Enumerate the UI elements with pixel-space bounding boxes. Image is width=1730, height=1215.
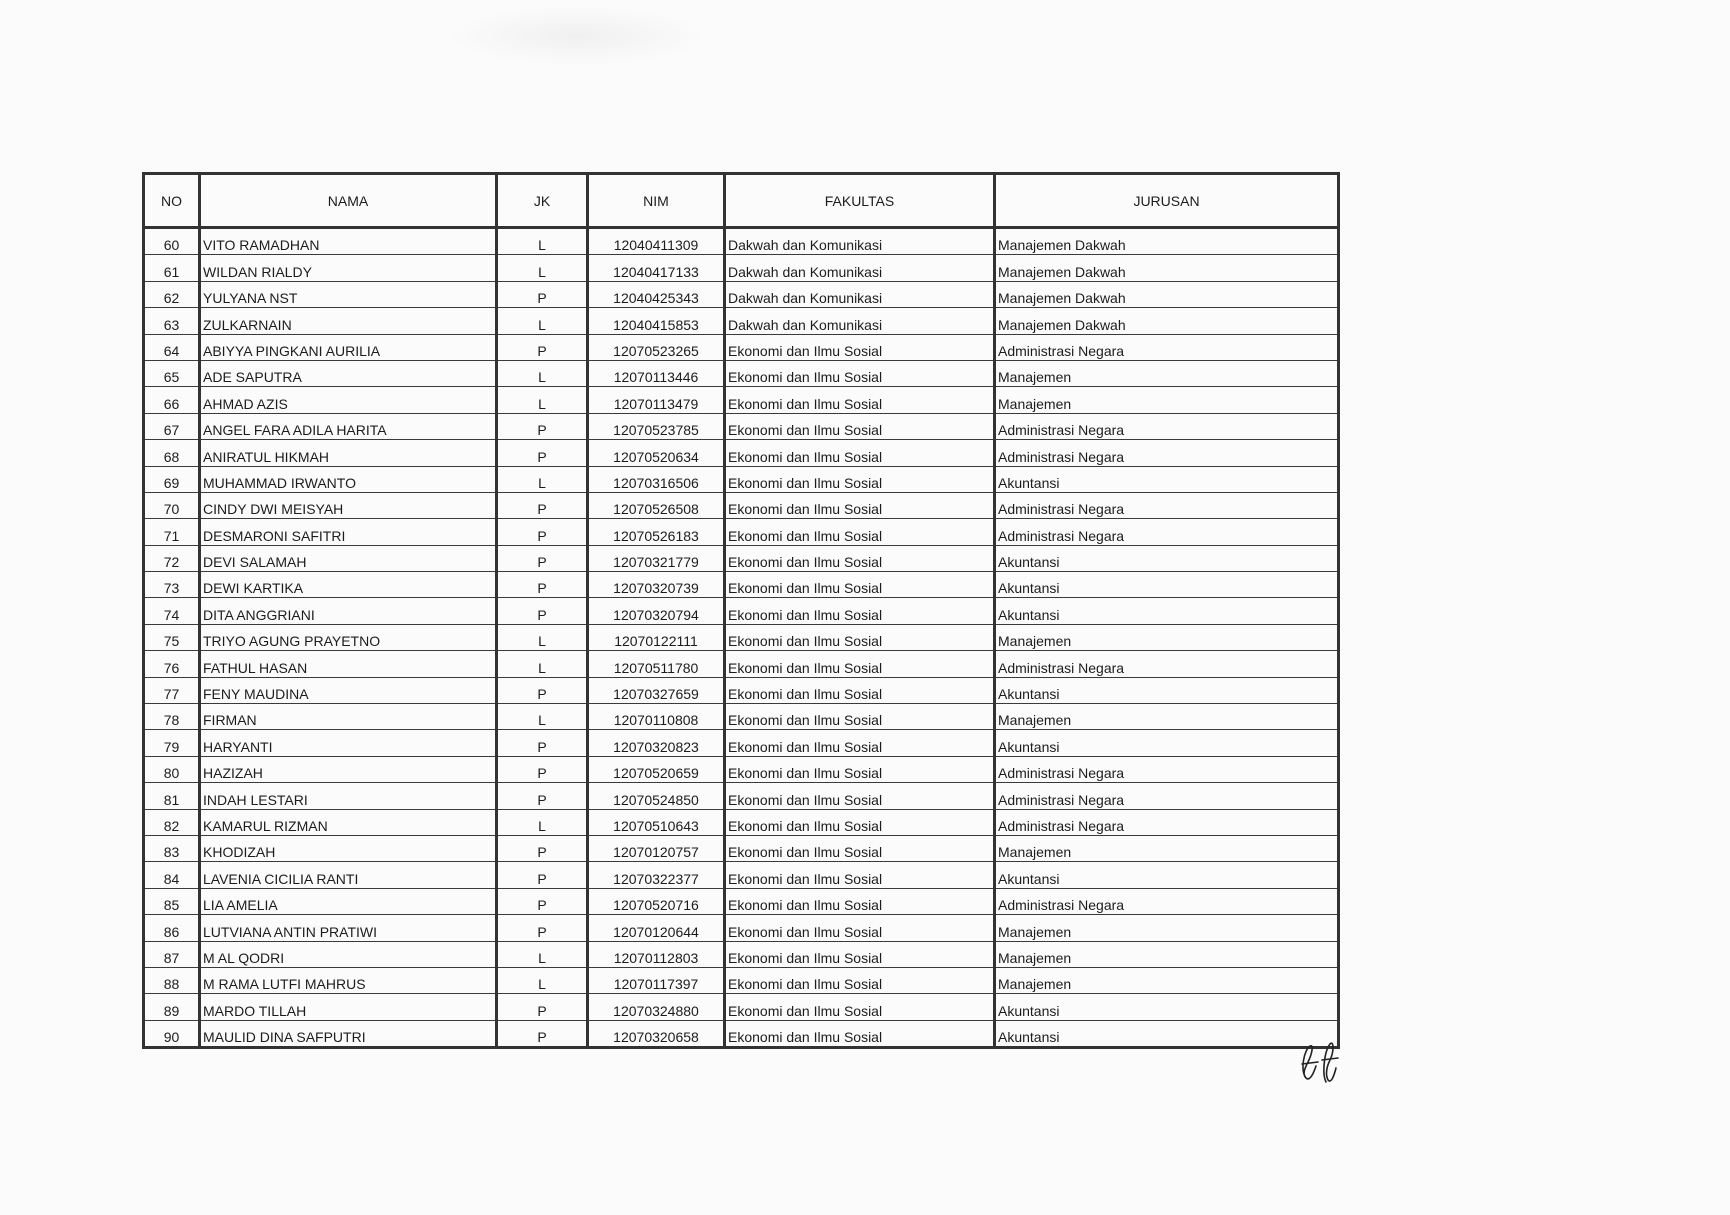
table-row [144, 360, 1339, 386]
cell-no: 76 [144, 651, 200, 677]
table-row [144, 545, 1339, 571]
cell-no: 74 [144, 598, 200, 624]
cell-nama: LAVENIA CICILIA RANTI [200, 862, 497, 888]
cell-fakultas: Ekonomi dan Ilmu Sosial [725, 915, 995, 941]
cell-fakultas: Ekonomi dan Ilmu Sosial [725, 704, 995, 730]
cell-jurusan: Manajemen [995, 704, 1339, 730]
cell-fakultas: Ekonomi dan Ilmu Sosial [725, 677, 995, 703]
cell-jurusan: Manajemen [995, 624, 1339, 650]
cell-no: 81 [144, 783, 200, 809]
cell-jurusan: Administrasi Negara [995, 334, 1339, 360]
cell-nama: INDAH LESTARI [200, 783, 497, 809]
cell-jurusan: Akuntansi [995, 598, 1339, 624]
faded-letterhead-mark [448, 6, 708, 66]
cell-jurusan: Manajemen [995, 941, 1339, 967]
cell-nama: DEWI KARTIKA [200, 572, 497, 598]
cell-fakultas: Ekonomi dan Ilmu Sosial [725, 624, 995, 650]
cell-nama: MARDO TILLAH [200, 994, 497, 1020]
header-row [144, 174, 1339, 228]
cell-jk: P [497, 756, 588, 782]
table-row [144, 941, 1339, 967]
table-row [144, 228, 1339, 255]
cell-fakultas: Dakwah dan Komunikasi [725, 308, 995, 334]
cell-fakultas: Ekonomi dan Ilmu Sosial [725, 545, 995, 571]
cell-nama: MAULID DINA SAFPUTRI [200, 1020, 497, 1047]
cell-nama: LUTVIANA ANTIN PRATIWI [200, 915, 497, 941]
table-row [144, 967, 1339, 993]
cell-nama: ADE SAPUTRA [200, 360, 497, 386]
cell-fakultas: Ekonomi dan Ilmu Sosial [725, 862, 995, 888]
cell-nim: 12070112803 [588, 941, 725, 967]
cell-no: 68 [144, 440, 200, 466]
table-row [144, 915, 1339, 941]
cell-nama: VITO RAMADHAN [200, 228, 497, 255]
cell-nim: 12070120757 [588, 835, 725, 861]
cell-fakultas: Ekonomi dan Ilmu Sosial [725, 651, 995, 677]
cell-jurusan: Manajemen Dakwah [995, 228, 1339, 255]
cell-fakultas: Ekonomi dan Ilmu Sosial [725, 783, 995, 809]
header-no: NO [144, 174, 200, 228]
cell-no: 72 [144, 545, 200, 571]
cell-nama: YULYANA NST [200, 281, 497, 307]
cell-jurusan: Administrasi Negara [995, 783, 1339, 809]
cell-nim: 12070526183 [588, 519, 725, 545]
cell-fakultas: Ekonomi dan Ilmu Sosial [725, 756, 995, 782]
cell-no: 63 [144, 308, 200, 334]
cell-jk: L [497, 941, 588, 967]
cell-no: 66 [144, 387, 200, 413]
cell-nama: ANGEL FARA ADILA HARITA [200, 413, 497, 439]
cell-no: 88 [144, 967, 200, 993]
table-row [144, 492, 1339, 518]
cell-jk: P [497, 862, 588, 888]
cell-jurusan: Akuntansi [995, 862, 1339, 888]
cell-jk: P [497, 1020, 588, 1047]
cell-fakultas: Ekonomi dan Ilmu Sosial [725, 1020, 995, 1047]
cell-nim: 12070117397 [588, 967, 725, 993]
cell-no: 62 [144, 281, 200, 307]
cell-jk: P [497, 730, 588, 756]
cell-nim: 12070113479 [588, 387, 725, 413]
cell-jk: L [497, 228, 588, 255]
cell-nim: 12040411309 [588, 228, 725, 255]
cell-no: 78 [144, 704, 200, 730]
cell-nim: 12040417133 [588, 255, 725, 281]
cell-fakultas: Dakwah dan Komunikasi [725, 281, 995, 307]
cell-jurusan: Akuntansi [995, 677, 1339, 703]
header-jk: JK [497, 174, 588, 228]
cell-fakultas: Ekonomi dan Ilmu Sosial [725, 994, 995, 1020]
cell-nama: FATHUL HASAN [200, 651, 497, 677]
cell-jurusan: Manajemen [995, 967, 1339, 993]
table-row [144, 598, 1339, 624]
cell-nim: 12040425343 [588, 281, 725, 307]
table-row [144, 334, 1339, 360]
cell-jk: P [497, 492, 588, 518]
cell-fakultas: Ekonomi dan Ilmu Sosial [725, 598, 995, 624]
cell-jk: L [497, 704, 588, 730]
cell-nim: 12070524850 [588, 783, 725, 809]
table-row [144, 255, 1339, 281]
cell-nama: DEVI SALAMAH [200, 545, 497, 571]
table-row [144, 519, 1339, 545]
cell-nim: 12070320794 [588, 598, 725, 624]
cell-jurusan: Administrasi Negara [995, 651, 1339, 677]
cell-fakultas: Ekonomi dan Ilmu Sosial [725, 466, 995, 492]
table-row [144, 704, 1339, 730]
cell-nim: 12070322377 [588, 862, 725, 888]
signature-initials-icon [1296, 1040, 1346, 1086]
cell-jurusan: Manajemen Dakwah [995, 308, 1339, 334]
cell-nama: MUHAMMAD IRWANTO [200, 466, 497, 492]
cell-fakultas: Ekonomi dan Ilmu Sosial [725, 440, 995, 466]
cell-fakultas: Ekonomi dan Ilmu Sosial [725, 492, 995, 518]
cell-fakultas: Dakwah dan Komunikasi [725, 255, 995, 281]
table-row [144, 809, 1339, 835]
cell-no: 73 [144, 572, 200, 598]
cell-nama: TRIYO AGUNG PRAYETNO [200, 624, 497, 650]
cell-no: 61 [144, 255, 200, 281]
cell-fakultas: Ekonomi dan Ilmu Sosial [725, 334, 995, 360]
cell-nim: 12070327659 [588, 677, 725, 703]
cell-jurusan: Akuntansi [995, 572, 1339, 598]
cell-jurusan: Akuntansi [995, 466, 1339, 492]
cell-jk: P [497, 519, 588, 545]
cell-nama: DITA ANGGRIANI [200, 598, 497, 624]
cell-jurusan: Administrasi Negara [995, 756, 1339, 782]
cell-nim: 12040415853 [588, 308, 725, 334]
table-row [144, 994, 1339, 1020]
cell-nama: WILDAN RIALDY [200, 255, 497, 281]
cell-no: 71 [144, 519, 200, 545]
cell-no: 87 [144, 941, 200, 967]
cell-jk: L [497, 809, 588, 835]
cell-jk: L [497, 308, 588, 334]
table-row [144, 440, 1339, 466]
table-row [144, 888, 1339, 914]
cell-nama: ABIYYA PINGKANI AURILIA [200, 334, 497, 360]
table-row [144, 466, 1339, 492]
cell-jurusan: Manajemen [995, 835, 1339, 861]
cell-nim: 12070520659 [588, 756, 725, 782]
cell-jk: P [497, 835, 588, 861]
cell-jk: P [497, 598, 588, 624]
cell-nama: ANIRATUL HIKMAH [200, 440, 497, 466]
header-fakultas: FAKULTAS [725, 174, 995, 228]
cell-jurusan: Manajemen Dakwah [995, 255, 1339, 281]
cell-nim: 12070523785 [588, 413, 725, 439]
table-row [144, 835, 1339, 861]
cell-fakultas: Ekonomi dan Ilmu Sosial [725, 519, 995, 545]
cell-jk: P [497, 915, 588, 941]
cell-jk: L [497, 624, 588, 650]
cell-no: 80 [144, 756, 200, 782]
cell-nim: 12070523265 [588, 334, 725, 360]
cell-nim: 12070110808 [588, 704, 725, 730]
cell-nim: 12070510643 [588, 809, 725, 835]
cell-no: 85 [144, 888, 200, 914]
cell-nim: 12070122111 [588, 624, 725, 650]
table-row [144, 651, 1339, 677]
cell-no: 69 [144, 466, 200, 492]
table-row [144, 387, 1339, 413]
cell-fakultas: Ekonomi dan Ilmu Sosial [725, 360, 995, 386]
cell-no: 89 [144, 994, 200, 1020]
cell-jk: P [497, 334, 588, 360]
cell-jk: L [497, 387, 588, 413]
cell-no: 82 [144, 809, 200, 835]
cell-jurusan: Akuntansi [995, 994, 1339, 1020]
table-body [144, 228, 1339, 1048]
cell-jurusan: Administrasi Negara [995, 888, 1339, 914]
cell-jk: P [497, 677, 588, 703]
header-nama: NAMA [200, 174, 497, 228]
cell-jk: P [497, 783, 588, 809]
cell-no: 79 [144, 730, 200, 756]
cell-nim: 12070526508 [588, 492, 725, 518]
cell-jk: L [497, 360, 588, 386]
cell-fakultas: Dakwah dan Komunikasi [725, 228, 995, 255]
table-row [144, 862, 1339, 888]
table-row [144, 281, 1339, 307]
cell-fakultas: Ekonomi dan Ilmu Sosial [725, 809, 995, 835]
cell-nim: 12070320739 [588, 572, 725, 598]
cell-nim: 12070120644 [588, 915, 725, 941]
student-roster-table [142, 172, 1340, 1049]
cell-jurusan: Administrasi Negara [995, 440, 1339, 466]
cell-jk: P [497, 440, 588, 466]
cell-fakultas: Ekonomi dan Ilmu Sosial [725, 730, 995, 756]
table-row [144, 413, 1339, 439]
cell-nama: M RAMA LUTFI MAHRUS [200, 967, 497, 993]
cell-nama: AHMAD AZIS [200, 387, 497, 413]
cell-no: 75 [144, 624, 200, 650]
header-jurusan: JURUSAN [995, 174, 1339, 228]
cell-nim: 12070324880 [588, 994, 725, 1020]
cell-no: 60 [144, 228, 200, 255]
cell-jurusan: Administrasi Negara [995, 519, 1339, 545]
cell-no: 65 [144, 360, 200, 386]
cell-nim: 12070511780 [588, 651, 725, 677]
cell-no: 90 [144, 1020, 200, 1047]
cell-nama: DESMARONI SAFITRI [200, 519, 497, 545]
cell-no: 77 [144, 677, 200, 703]
cell-nim: 12070520716 [588, 888, 725, 914]
cell-fakultas: Ekonomi dan Ilmu Sosial [725, 835, 995, 861]
cell-fakultas: Ekonomi dan Ilmu Sosial [725, 888, 995, 914]
table-row [144, 624, 1339, 650]
header-nim: NIM [588, 174, 725, 228]
cell-no: 84 [144, 862, 200, 888]
cell-jk: L [497, 967, 588, 993]
cell-fakultas: Ekonomi dan Ilmu Sosial [725, 967, 995, 993]
cell-jk: L [497, 651, 588, 677]
table-row [144, 572, 1339, 598]
cell-jk: P [497, 888, 588, 914]
cell-nama: FENY MAUDINA [200, 677, 497, 703]
table-row [144, 730, 1339, 756]
cell-jk: P [497, 994, 588, 1020]
cell-jurusan: Manajemen [995, 387, 1339, 413]
table-row [144, 1020, 1339, 1047]
cell-nim: 12070320823 [588, 730, 725, 756]
cell-jk: L [497, 466, 588, 492]
cell-jurusan: Administrasi Negara [995, 492, 1339, 518]
cell-jk: P [497, 413, 588, 439]
cell-no: 83 [144, 835, 200, 861]
table-row [144, 308, 1339, 334]
cell-jurusan: Administrasi Negara [995, 809, 1339, 835]
cell-jk: P [497, 281, 588, 307]
cell-nim: 12070316506 [588, 466, 725, 492]
cell-no: 70 [144, 492, 200, 518]
cell-nim: 12070113446 [588, 360, 725, 386]
cell-nama: HARYANTI [200, 730, 497, 756]
table-row [144, 783, 1339, 809]
cell-fakultas: Ekonomi dan Ilmu Sosial [725, 941, 995, 967]
cell-nim: 12070320658 [588, 1020, 725, 1047]
cell-fakultas: Ekonomi dan Ilmu Sosial [725, 413, 995, 439]
cell-nama: LIA AMELIA [200, 888, 497, 914]
cell-nama: KAMARUL RIZMAN [200, 809, 497, 835]
cell-jurusan: Akuntansi [995, 730, 1339, 756]
cell-jk: P [497, 545, 588, 571]
cell-nim: 12070520634 [588, 440, 725, 466]
cell-nama: KHODIZAH [200, 835, 497, 861]
cell-nama: HAZIZAH [200, 756, 497, 782]
cell-jurusan: Manajemen [995, 915, 1339, 941]
cell-jk: L [497, 255, 588, 281]
cell-jurusan: Manajemen Dakwah [995, 281, 1339, 307]
cell-jurusan: Akuntansi [995, 545, 1339, 571]
cell-fakultas: Ekonomi dan Ilmu Sosial [725, 572, 995, 598]
table-row [144, 677, 1339, 703]
cell-jurusan: Administrasi Negara [995, 413, 1339, 439]
cell-no: 67 [144, 413, 200, 439]
cell-nama: M AL QODRI [200, 941, 497, 967]
cell-jurusan: Akuntansi [995, 1020, 1339, 1047]
table-header [144, 174, 1339, 228]
cell-jk: P [497, 572, 588, 598]
cell-no: 64 [144, 334, 200, 360]
cell-nama: ZULKARNAIN [200, 308, 497, 334]
cell-no: 86 [144, 915, 200, 941]
cell-nama: FIRMAN [200, 704, 497, 730]
cell-nama: CINDY DWI MEISYAH [200, 492, 497, 518]
cell-nim: 12070321779 [588, 545, 725, 571]
table-row [144, 756, 1339, 782]
cell-jurusan: Manajemen [995, 360, 1339, 386]
cell-fakultas: Ekonomi dan Ilmu Sosial [725, 387, 995, 413]
